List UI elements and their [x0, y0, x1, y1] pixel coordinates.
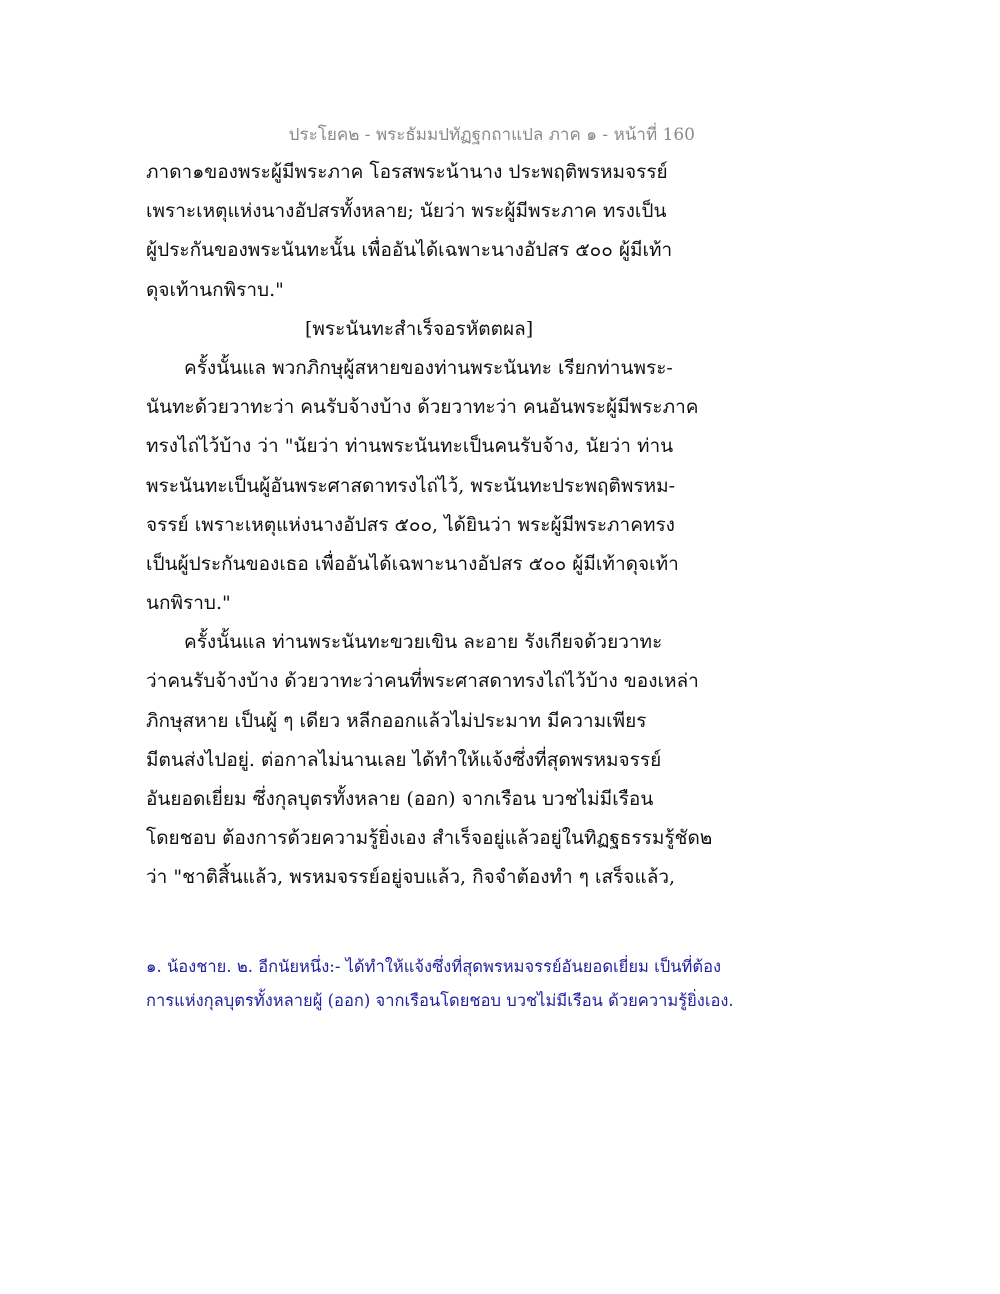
body-text: [146, 153, 713, 898]
section-heading: [พระนันทะสำเร็จอรหัตตผล]: [305, 317, 534, 340]
body-line: จรรย์ เพราะเหตุแห่งนางอัปสร ๕๐๐, ได้ยินว่า พระผู้มีพระภาคทรง: [146, 513, 675, 536]
running-header: ประโยค๒ - พระธัมมปทัฏฐกถาแปล ภาค ๑ - หน้าที่ 160: [288, 125, 695, 145]
body-line: ภิกษุสหาย เป็นผู้ ๆ เดียว หลีกออกแล้วไม่ประมาท มีความเพียร: [146, 709, 647, 732]
footnote-line: การแห่งกุลบุตรทั้งหลายผู้ (ออก) จากเรือนโดยชอบ บวชไม่มีเรือน ด้วยความรู้ยิ่งเอง.: [146, 991, 734, 1010]
body-line: ดุจเท้านกพิราบ.": [146, 278, 284, 301]
body-line: ว่าคนรับจ้างบ้าง ด้วยวาทะว่าคนที่พระศาสดาทรงไถ่ไว้บ้าง ของเหล่า: [146, 670, 699, 693]
body-line: ว่า "ชาติสิ้นแล้ว, พรหมจรรย์อยู่จบแล้ว, กิจจำต้องทำ ๆ เสร็จแล้ว,: [146, 866, 676, 889]
body-line: มีตนส่งไปอยู่. ต่อกาลไม่นานเลย ได้ทำให้แจ้งซึ่งที่สุดพรหมจรรย์: [146, 748, 662, 771]
body-line: ผู้ประกันของพระนันทะนั้น เพื่ออันได้เฉพาะนางอัปสร ๕๐๐ ผู้มีเท้า: [146, 239, 673, 262]
body-line: นันทะด้วยวาทะว่า คนรับจ้างบ้าง ด้วยวาทะว่า คนอันพระผู้มีพระภาค: [146, 396, 699, 419]
body-line: เป็นผู้ประกันของเธอ เพื่ออันได้เฉพาะนางอัปสร ๕๐๐ ผู้มีเท้าดุจเท้า: [146, 552, 679, 575]
body-line: พระนันทะเป็นผู้อันพระศาสดาทรงไถ่ไว้, พระนันทะประพฤติพรหม-: [146, 474, 676, 497]
body-line: ภาดา๑ของพระผู้มีพระภาค โอรสพระน้านาง ประพฤติพรหมจรรย์: [146, 161, 668, 183]
body-line: ทรงไถ่ไว้บ้าง ว่า "นัยว่า ท่านพระนันทะเป็นคนรับจ้าง, นัยว่า ท่าน: [146, 435, 674, 458]
body-line: นกพิราบ.": [146, 592, 231, 615]
footnotes: [146, 950, 766, 1018]
body-line: อันยอดเยี่ยม ซึ่งกุลบุตรทั้งหลาย (ออก) จากเรือน บวชไม่มีเรือน: [146, 788, 654, 810]
body-line: ครั้งนั้นแล ท่านพระนันทะขวยเขิน ละอาย รังเกียจด้วยวาทะ: [184, 631, 663, 654]
body-line: โดยชอบ ต้องการด้วยความรู้ยิ่งเอง สำเร็จอยู่แล้วอยู่ในทิฏฐธรรมรู้ชัด๒: [146, 827, 713, 850]
footnote-line: ๑. น้องชาย. ๒. อีกนัยหนึ่ง:- ได้ทำให้แจ้งซึ่งที่สุดพรหมจรรย์อันยอดเยี่ยม เป็นที่ต้อง: [146, 957, 722, 976]
body-line: เพราะเหตุแห่งนางอัปสรทั้งหลาย; นัยว่า พระผู้มีพระภาค ทรงเป็น: [146, 200, 667, 223]
body-line: ครั้งนั้นแล พวกภิกษุผู้สหายของท่านพระนันทะ เรียกท่านพระ-: [184, 356, 673, 379]
